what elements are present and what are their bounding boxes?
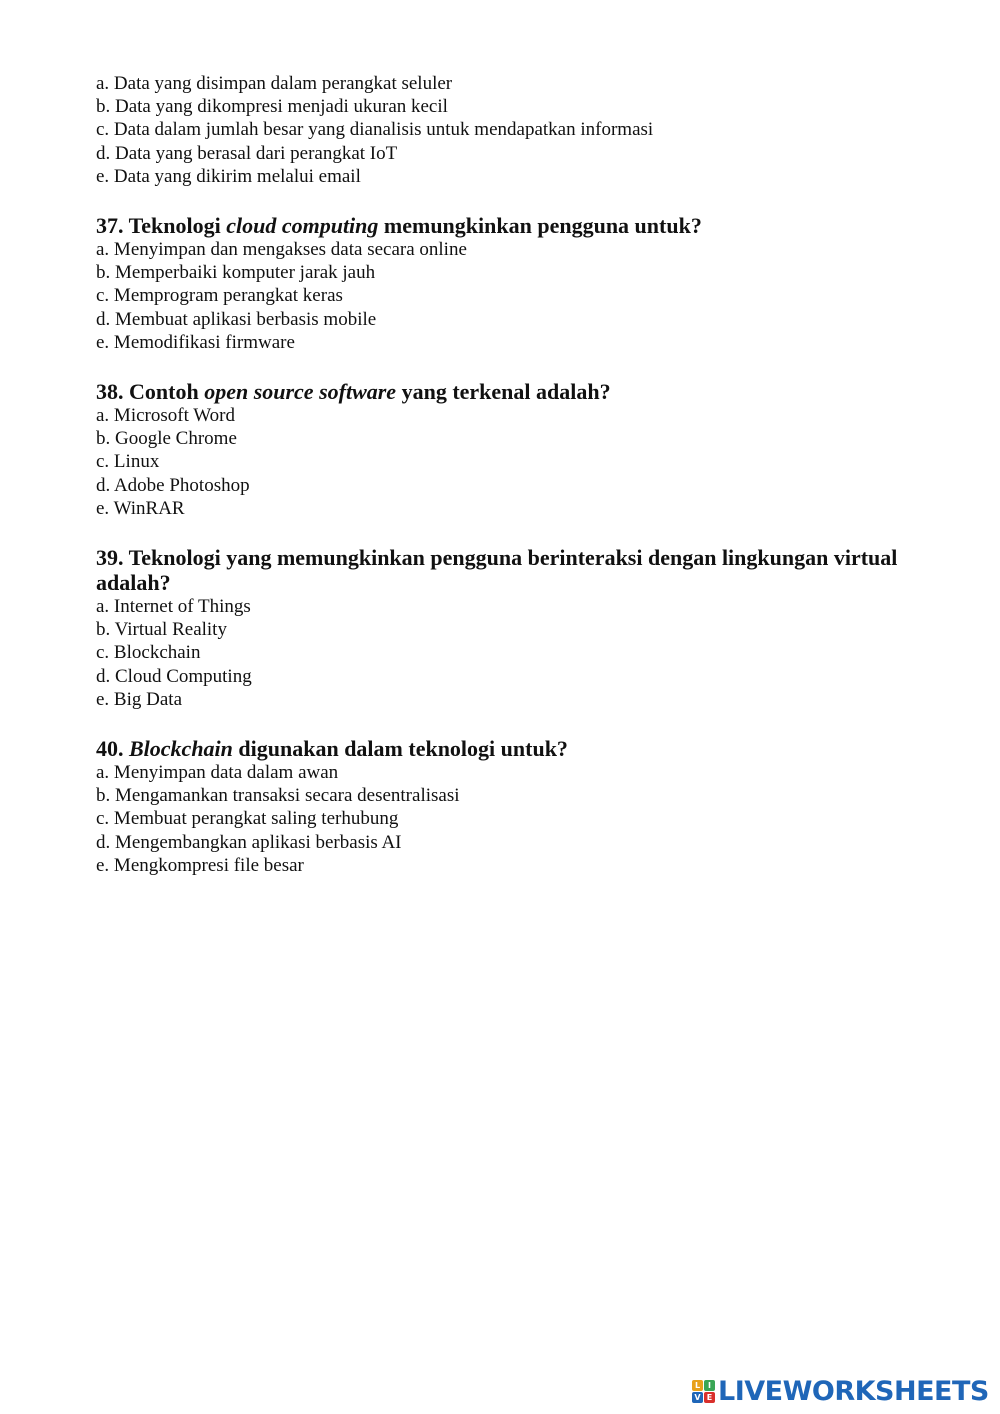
question-options (96, 761, 936, 877)
option-a[interactable]: a. Internet of Things (96, 596, 251, 618)
option-d[interactable]: d. Cloud Computing (96, 665, 252, 687)
logo-mark-cell: I (704, 1380, 715, 1391)
logo-text: LIVEWORKSHEETS (718, 1375, 989, 1407)
logo-mark-cell: L (692, 1380, 703, 1391)
question-title: 37. Teknologi cloud computing memungkinkan pengguna untuk? (96, 213, 702, 239)
question-options (96, 238, 936, 354)
prev-question-options (96, 72, 936, 188)
option-d[interactable]: d. Mengembangkan aplikasi berbasis AI (96, 831, 402, 853)
option-c[interactable]: c. Data dalam jumlah besar yang dianalisis untuk mendapatkan informasi (96, 119, 654, 141)
question-title: 40. Blockchain digunakan dalam teknologi untuk? (96, 736, 568, 762)
option-a[interactable]: a. Microsoft Word (96, 405, 236, 427)
option-b[interactable]: b. Google Chrome (96, 428, 237, 450)
option-c[interactable]: c. Blockchain (96, 642, 201, 664)
question-title: 38. Contoh open source software yang terkenal adalah? (96, 379, 611, 405)
option-d[interactable]: d. Adobe Photoshop (96, 474, 250, 496)
question-options (96, 595, 936, 711)
option-a[interactable]: a. Data yang disimpan dalam perangkat seluler (96, 73, 453, 94)
option-c[interactable]: c. Membuat perangkat saling terhubung (96, 808, 399, 830)
question-options (96, 404, 936, 520)
option-d[interactable]: d. Data yang berasal dari perangkat IoT (96, 142, 398, 164)
question-38 (96, 379, 936, 520)
question-39 (96, 545, 936, 711)
option-e[interactable]: e. Memodifikasi firmware (96, 331, 295, 353)
logo-mark-cell: E (704, 1392, 715, 1403)
liveworksheets-logo (692, 1376, 989, 1406)
option-c[interactable]: c. Linux (96, 451, 160, 473)
option-b[interactable]: b. Memperbaiki komputer jarak jauh (96, 262, 376, 284)
option-c[interactable]: c. Memprogram perangkat keras (96, 285, 343, 307)
option-b[interactable]: b. Data yang dikompresi menjadi ukuran kecil (96, 96, 448, 118)
logo-mark-icon (692, 1380, 715, 1403)
question-37 (96, 213, 936, 354)
option-e[interactable]: e. Mengkompresi file besar (96, 854, 304, 876)
option-d[interactable]: d. Membuat aplikasi berbasis mobile (96, 308, 377, 330)
option-e[interactable]: e. Big Data (96, 688, 183, 710)
option-b[interactable]: b. Mengamankan transaksi secara desentralisasi (96, 785, 460, 807)
option-b[interactable]: b. Virtual Reality (96, 619, 227, 641)
option-e[interactable]: e. WinRAR (96, 497, 185, 519)
option-e[interactable]: e. Data yang dikirim melalui email (96, 165, 361, 187)
worksheet-page (96, 72, 936, 877)
question-40 (96, 736, 936, 877)
question-title: 39. Teknologi yang memungkinkan pengguna berinteraksi dengan lingkungan virtual adalah? (96, 545, 898, 596)
logo-mark-cell: V (692, 1392, 703, 1403)
option-a[interactable]: a. Menyimpan dan mengakses data secara online (96, 239, 467, 261)
option-a[interactable]: a. Menyimpan data dalam awan (96, 762, 339, 784)
